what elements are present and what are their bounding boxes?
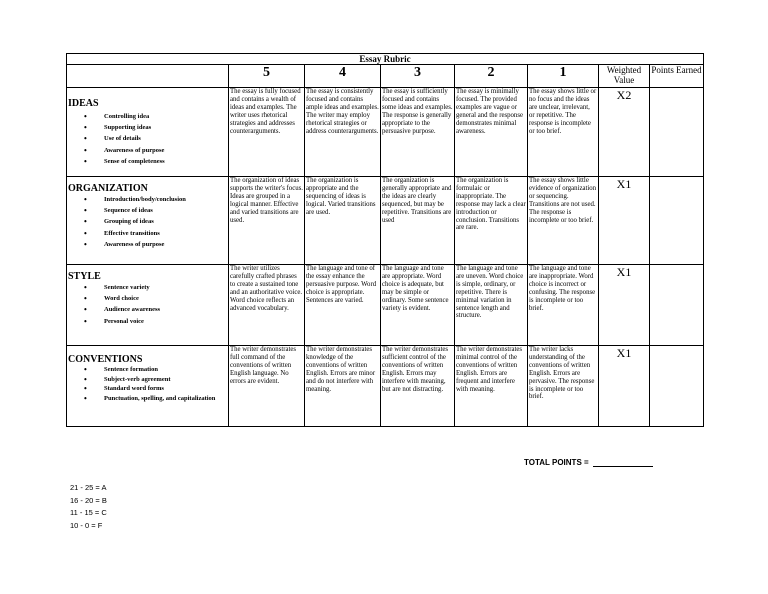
description-5: The organization of ideas supports the writer's focus. Ideas are grouped in a logical manner. Effective and varied transitions are used.	[229, 177, 305, 265]
grade-scale-item: 16 - 20 = B	[70, 495, 107, 505]
points-earned-cell[interactable]	[650, 265, 704, 346]
description-4: The language and tone of the essay enhance the persuasive purpose. Word choice is appropriate. Sentences are varied.	[305, 265, 381, 346]
grade-scale-item: 10 - 0 = F	[70, 520, 103, 530]
description-3: The essay is sufficiently focused and contains some ideas and examples. The response is generally appropriate to the persuasive purpose.	[381, 88, 455, 177]
description-2: The writer demonstrates minimal control of the conventions of written English. Errors are frequent and interfere with meaning.	[455, 346, 528, 427]
criteria-list	[68, 194, 227, 250]
criteria-list	[68, 282, 227, 327]
criterion: • Awareness of purpose	[104, 239, 227, 250]
description-5: The writer utilizes carefully crafted phrases to create a sustained tone and an authoritative voice. Word choice reflects an advanced vocabulary.	[229, 265, 305, 346]
description-4: The organization is appropriate and the sequencing of ideas is logical. Varied transitions are used.	[305, 177, 381, 265]
total-points	[524, 458, 653, 467]
rubric-row-ideas	[67, 88, 704, 177]
category-cell	[67, 265, 229, 346]
total-points-label: TOTAL POINTS =	[524, 458, 589, 467]
description-5: The essay is fully focused and contains a wealth of ideas and examples. The writer uses rhetorical strategies and addresses counterarguments.	[229, 88, 305, 177]
description-3: The language and tone are appropriate. Word choice is adequate, but may be simple or ordinary. Some sentence variety is evident.	[381, 265, 455, 346]
points-earned-header: Points Earned	[650, 65, 704, 88]
category-name: STYLE	[68, 271, 101, 282]
score-header-5: 5	[229, 65, 305, 88]
criterion: • Sequence of ideas	[104, 205, 227, 216]
criteria-list	[68, 111, 227, 167]
category-name: ORGANIZATION	[68, 183, 148, 194]
criterion: • Introduction/body/conclusion	[104, 194, 227, 205]
criterion: • Standard word forms	[104, 384, 227, 394]
weighted-value: X1	[599, 265, 650, 346]
header-empty-cell	[67, 65, 229, 88]
description-1: The essay shows little evidence of organization or sequencing. Transitions are not used. The response is incomplete or too brief.	[528, 177, 599, 265]
description-4: The writer demonstrates knowledge of the conventions of written English. Errors are minor and do not interfere with meaning.	[305, 346, 381, 427]
description-2: The essay is minimally focused. The provided examples are vague or general and the response demonstrates minimal awareness.	[455, 88, 528, 177]
score-header-2: 2	[455, 65, 528, 88]
grade-scale-item: 11 - 15 = C	[70, 508, 107, 517]
rubric-row-style	[67, 265, 704, 346]
criterion: • Sense of completeness	[104, 156, 227, 167]
score-header-3: 3	[381, 65, 455, 88]
criterion: • Sentence formation	[104, 365, 227, 375]
criteria-list	[68, 365, 227, 403]
points-earned-cell[interactable]	[650, 88, 704, 177]
weighted-value: X1	[599, 177, 650, 265]
criterion: • Grouping of ideas	[104, 216, 227, 227]
score-header-1: 1	[528, 65, 599, 88]
criterion: • Personal voice	[104, 316, 227, 327]
category-cell	[67, 346, 229, 427]
category-cell	[67, 88, 229, 177]
criterion: • Audience awareness	[104, 304, 227, 315]
description-2: The language and tone are uneven. Word choice is simple, ordinary, or repetitive. There is minimal variation in sentence length and structure.	[455, 265, 528, 346]
description-1: The writer lacks understanding of the conventions of written English. Errors are pervasive. The response is incomplete or too brief.	[528, 346, 599, 427]
category-name: CONVENTIONS	[68, 354, 143, 365]
criterion: • Controlling idea	[104, 111, 227, 122]
criterion: • Effective transitions	[104, 228, 227, 239]
rubric-row-organization	[67, 177, 704, 265]
description-3: The organization is generally appropriate and the ideas are clearly sequenced, but may be repetitive. Transitions are used	[381, 177, 455, 265]
grade-scale	[70, 482, 107, 532]
description-1: The essay shows little or no focus and the ideas are unclear, irrelevant, or repetitive. The response is incomplete or too brief.	[528, 88, 599, 177]
weighted-value: X2	[599, 88, 650, 177]
category-cell	[67, 177, 229, 265]
score-header-4: 4	[305, 65, 381, 88]
rubric-title: Essay Rubric	[67, 54, 704, 65]
description-5: The writer demonstrates full command of the conventions of written English language. No errors are evident.	[229, 346, 305, 427]
criterion: • Word choice	[104, 293, 227, 304]
criterion: • Subject-verb agreement	[104, 375, 227, 385]
description-2: The organization is formulaic or inappropriate. The response may lack a clear introduction or conclusion. Transitions are rare.	[455, 177, 528, 265]
description-1: The language and tone are inappropriate. Word choice is incorrect or confusing. The response is incomplete or too brief.	[528, 265, 599, 346]
description-4: The essay is consistently focused and contains ample ideas and examples. The writer may employ rhetorical strategies or address counterarguments.	[305, 88, 381, 177]
total-points-blank[interactable]	[593, 466, 653, 467]
essay-rubric-table	[66, 53, 704, 427]
category-name: IDEAS	[68, 98, 99, 109]
grade-scale-item: 21 - 25 = A	[70, 483, 107, 492]
points-earned-cell[interactable]	[650, 177, 704, 265]
weighted-value-header: Weighted Value	[599, 65, 650, 88]
criterion: • Use of details	[104, 133, 227, 144]
points-earned-cell[interactable]	[650, 346, 704, 427]
rubric-row-conventions	[67, 346, 704, 427]
criterion: • Sentence variety	[104, 282, 227, 293]
weighted-value: X1	[599, 346, 650, 427]
criterion: • Supporting ideas	[104, 122, 227, 133]
criterion: • Awareness of purpose	[104, 145, 227, 156]
criterion: • Punctuation, spelling, and capitalization	[104, 394, 227, 404]
description-3: The writer demonstrates sufficient control of the conventions of written English. Errors may interfere with meaning, but are not distracting.	[381, 346, 455, 427]
